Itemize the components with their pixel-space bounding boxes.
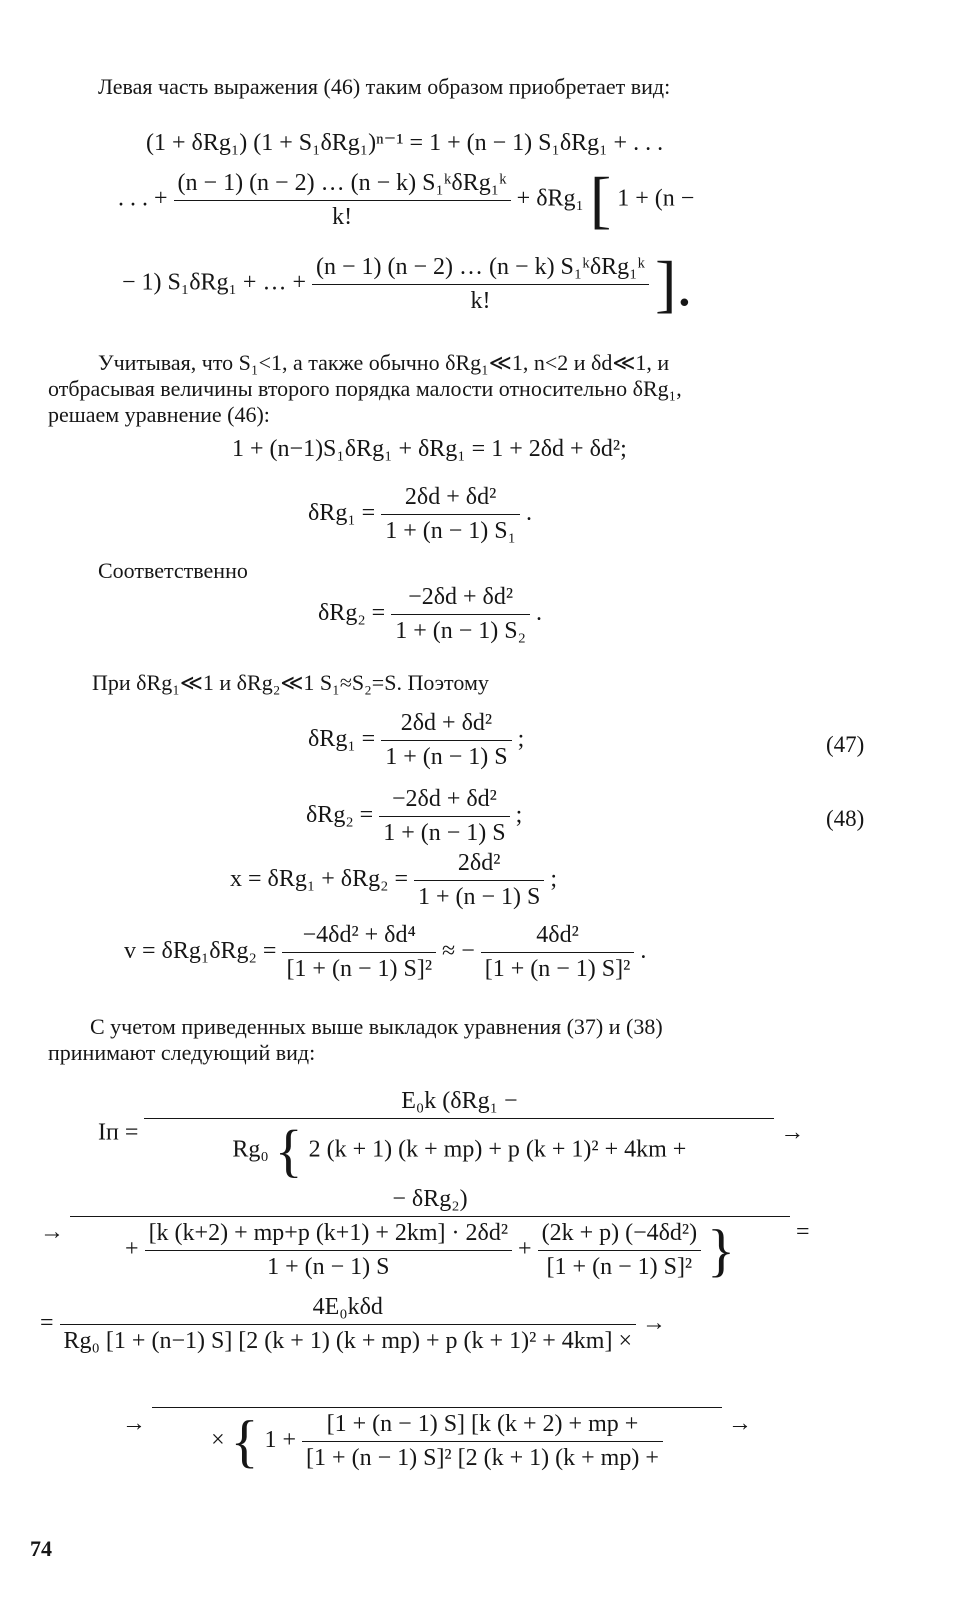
fraction-denominator: 1 + (n − 1) S₁ bbox=[385, 518, 516, 544]
formula-current-line2 bbox=[40, 1186, 810, 1281]
fraction-denominator: k! bbox=[470, 287, 491, 314]
formula-lhs: Iп = bbox=[98, 1119, 139, 1146]
equation-48 bbox=[306, 786, 522, 847]
fraction-numerator: −4δd² + δd⁴ bbox=[302, 922, 416, 948]
equation-expansion-line2 bbox=[118, 164, 695, 235]
equation-dRg1 bbox=[308, 484, 532, 545]
fraction-denominator: 1 + (n − 1) S bbox=[417, 884, 541, 910]
equation-lhs: δRg₂ = bbox=[318, 600, 386, 627]
fraction-bar bbox=[70, 1216, 790, 1217]
equation-ellipsis-plus: . . . + bbox=[118, 185, 168, 212]
fraction bbox=[381, 484, 520, 545]
fraction-bar bbox=[481, 952, 635, 953]
fraction-result bbox=[60, 1294, 636, 1355]
denominator-sum: 2 (k + 1) (k + mp) + p (k + 1)² + 4km + bbox=[308, 1136, 687, 1163]
equation-number-47: (47) bbox=[826, 732, 865, 757]
equation-number-48: (48) bbox=[826, 806, 865, 831]
fraction-numerator: 2δd² bbox=[457, 850, 501, 876]
fraction-bar bbox=[379, 816, 509, 817]
fraction-term-k-bracket bbox=[312, 254, 649, 315]
fraction-bar bbox=[381, 514, 520, 515]
continuation-arrow: → bbox=[780, 1119, 805, 1146]
equation-expansion-line3 bbox=[122, 248, 693, 319]
fraction-denominator bbox=[228, 1118, 690, 1183]
text-with-account-line1: С учетом приведенных выше выкладок уравнения (37) и (38) bbox=[90, 1014, 663, 1039]
open-brace: { bbox=[230, 1408, 259, 1474]
fraction-denominator: 1 + (n − 1) S bbox=[383, 820, 506, 846]
plus-sign: + bbox=[518, 1236, 532, 1263]
fraction-numerator: 4E₀kδd bbox=[312, 1294, 383, 1320]
fraction-numerator: 2δd + δd² bbox=[404, 484, 497, 510]
fraction-numerator: [1 + (n − 1) S] [k (k + 2) + mp + bbox=[326, 1411, 639, 1437]
equation-linearized: 1 + (n−1)S₁δRg₁ + δRg₁ = 1 + 2δd + δd²; bbox=[232, 436, 627, 462]
text-intro: Левая часть выражения (46) таким образом приобретает вид: bbox=[98, 74, 671, 99]
equation-lhs: v = δRg₁δRg₂ = bbox=[124, 938, 277, 965]
fraction-multiplier bbox=[152, 1378, 722, 1472]
fraction-numerator: (n − 1) (n − 2) … (n − k) S₁ᵏδRg₁ᵏ bbox=[177, 169, 507, 196]
fraction-exact bbox=[282, 922, 436, 983]
fraction-inner bbox=[302, 1411, 663, 1472]
equation-bracket-start: 1 + (n − bbox=[617, 185, 695, 212]
fraction-numerator: (2k + p) (−4δd²) bbox=[541, 1220, 698, 1246]
text-with-account-line2: принимают следующий вид: bbox=[48, 1040, 316, 1065]
fraction-denominator bbox=[121, 1217, 739, 1283]
equation-lhs: δRg₁ = bbox=[308, 726, 376, 753]
fraction-numerator: E₀k (δRg₁ − bbox=[401, 1088, 518, 1114]
open-bracket: [ bbox=[589, 164, 612, 235]
text-considering-line1: Учитывая, что S₁<1, а также обычно δRg₁≪1, n<2 и δd≪1, и bbox=[98, 350, 670, 375]
fraction-numerator: −2δd + δd² bbox=[408, 584, 514, 610]
page-number: 74 bbox=[30, 1536, 52, 1561]
continuation-arrow: → bbox=[728, 1410, 752, 1437]
fraction-continued bbox=[70, 1186, 790, 1281]
formula-current-line3 bbox=[40, 1294, 666, 1355]
formula-current-line4 bbox=[122, 1378, 752, 1472]
equation-47 bbox=[308, 710, 524, 771]
equation-end: ; bbox=[550, 866, 558, 893]
fraction-denominator: k! bbox=[332, 203, 353, 230]
fraction-current bbox=[144, 1088, 774, 1183]
equation-end: . bbox=[640, 938, 647, 965]
fraction-numerator: 2δd + δd² bbox=[400, 710, 493, 736]
denominator-factor: Rg₀ bbox=[232, 1136, 269, 1163]
fraction-bar bbox=[391, 614, 530, 615]
fraction bbox=[414, 850, 544, 911]
open-brace: { bbox=[274, 1118, 303, 1183]
one-plus: 1 + bbox=[264, 1427, 297, 1454]
fraction-denominator: [1 + (n − 1) S]² bbox=[484, 956, 631, 982]
formula-current-line1 bbox=[98, 1088, 805, 1183]
fraction-numerator: (n − 1) (n − 2) … (n − k) S₁ᵏδRg₁ᵏ bbox=[316, 253, 646, 280]
fraction-numerator: − δRg₂) bbox=[392, 1186, 468, 1212]
fraction-denominator: Rg₀ [1 + (n−1) S] [2 (k + 1) (k + mp) + p (k + 1)² + 4km] × bbox=[63, 1328, 632, 1354]
fraction bbox=[391, 584, 530, 645]
equation-dRg2 bbox=[318, 584, 542, 645]
text-considering-line3: решаем уравнение (46): bbox=[48, 402, 270, 427]
fraction-bar bbox=[302, 1441, 663, 1442]
fraction-numerator: [k (k+2) + mp+p (k+1) + 2km] · 2δd² bbox=[148, 1220, 509, 1246]
fraction-numerator: −2δd + δd² bbox=[391, 786, 497, 812]
fraction-bar bbox=[414, 880, 544, 881]
fraction-bar bbox=[174, 200, 511, 201]
fraction-bar bbox=[144, 1118, 774, 1119]
fraction bbox=[379, 786, 509, 847]
times-sign: × bbox=[211, 1427, 225, 1454]
text-considering-line2: отбрасывая величины второго порядка малости относительно δRg₁, bbox=[48, 376, 682, 401]
fraction-denominator: [1 + (n − 1) S]² bbox=[286, 956, 433, 982]
fraction-inner-a bbox=[145, 1220, 512, 1281]
fraction-denominator: [1 + (n − 1) S]² [2 (k + 1) (k + mp) + bbox=[306, 1445, 659, 1471]
text-correspondingly: Соответственно bbox=[98, 558, 248, 583]
equation-end: . bbox=[526, 500, 532, 527]
equation-plus-term: + δRg₁ bbox=[516, 185, 584, 212]
close-brace: } bbox=[707, 1217, 735, 1283]
continuation-arrow: → bbox=[642, 1310, 666, 1337]
fraction-bar bbox=[145, 1250, 512, 1251]
fraction-bar bbox=[312, 284, 649, 285]
continuation-arrow: → bbox=[122, 1410, 146, 1437]
equation-x-sum bbox=[230, 850, 557, 911]
fraction-denominator: 1 + (n − 1) S bbox=[267, 1254, 390, 1280]
fraction-denominator bbox=[207, 1408, 667, 1474]
equals-sign: = bbox=[796, 1219, 810, 1246]
fraction-term-k bbox=[174, 170, 511, 231]
continuation-arrow: → bbox=[40, 1219, 64, 1246]
equation-lhs: δRg₁ = bbox=[308, 500, 376, 527]
plus-sign: + bbox=[125, 1236, 139, 1263]
equation-end: ; bbox=[515, 802, 523, 829]
fraction-denominator: [1 + (n − 1) S]² bbox=[546, 1254, 693, 1280]
fraction-approx bbox=[481, 922, 635, 983]
equation-v-product bbox=[124, 922, 646, 983]
equation-lhs: δRg₂ = bbox=[306, 802, 374, 829]
fraction-numerator: 4δd² bbox=[536, 922, 579, 948]
fraction-denominator: 1 + (n − 1) S bbox=[385, 744, 508, 770]
fraction bbox=[381, 710, 511, 771]
text-therefore: При δRg₁≪1 и δRg₂≪1 S₁≈S₂=S. Поэтому bbox=[92, 670, 489, 695]
approx-sign: ≈ − bbox=[442, 938, 475, 965]
fraction-denominator: 1 + (n − 1) S₂ bbox=[395, 618, 526, 644]
equation-end: ; bbox=[517, 726, 525, 753]
fraction-inner-b bbox=[538, 1220, 702, 1281]
fraction-bar bbox=[538, 1250, 702, 1251]
equation-lhs: x = δRg₁ + δRg₂ = bbox=[230, 866, 408, 893]
fraction-bar bbox=[381, 740, 511, 741]
equation-end: . bbox=[536, 600, 542, 627]
close-bracket: ]. bbox=[655, 248, 693, 319]
equation-expansion-line1: (1 + δRg₁) (1 + S₁δRg₁)ⁿ⁻¹ = 1 + (n − 1) S₁δRg₁ + . . . bbox=[146, 130, 664, 156]
equals-sign: = bbox=[40, 1310, 54, 1337]
fraction-bar bbox=[282, 952, 436, 953]
equation-continuation: − 1) S₁δRg₁ + … + bbox=[122, 269, 306, 296]
fraction-bar bbox=[60, 1324, 636, 1325]
